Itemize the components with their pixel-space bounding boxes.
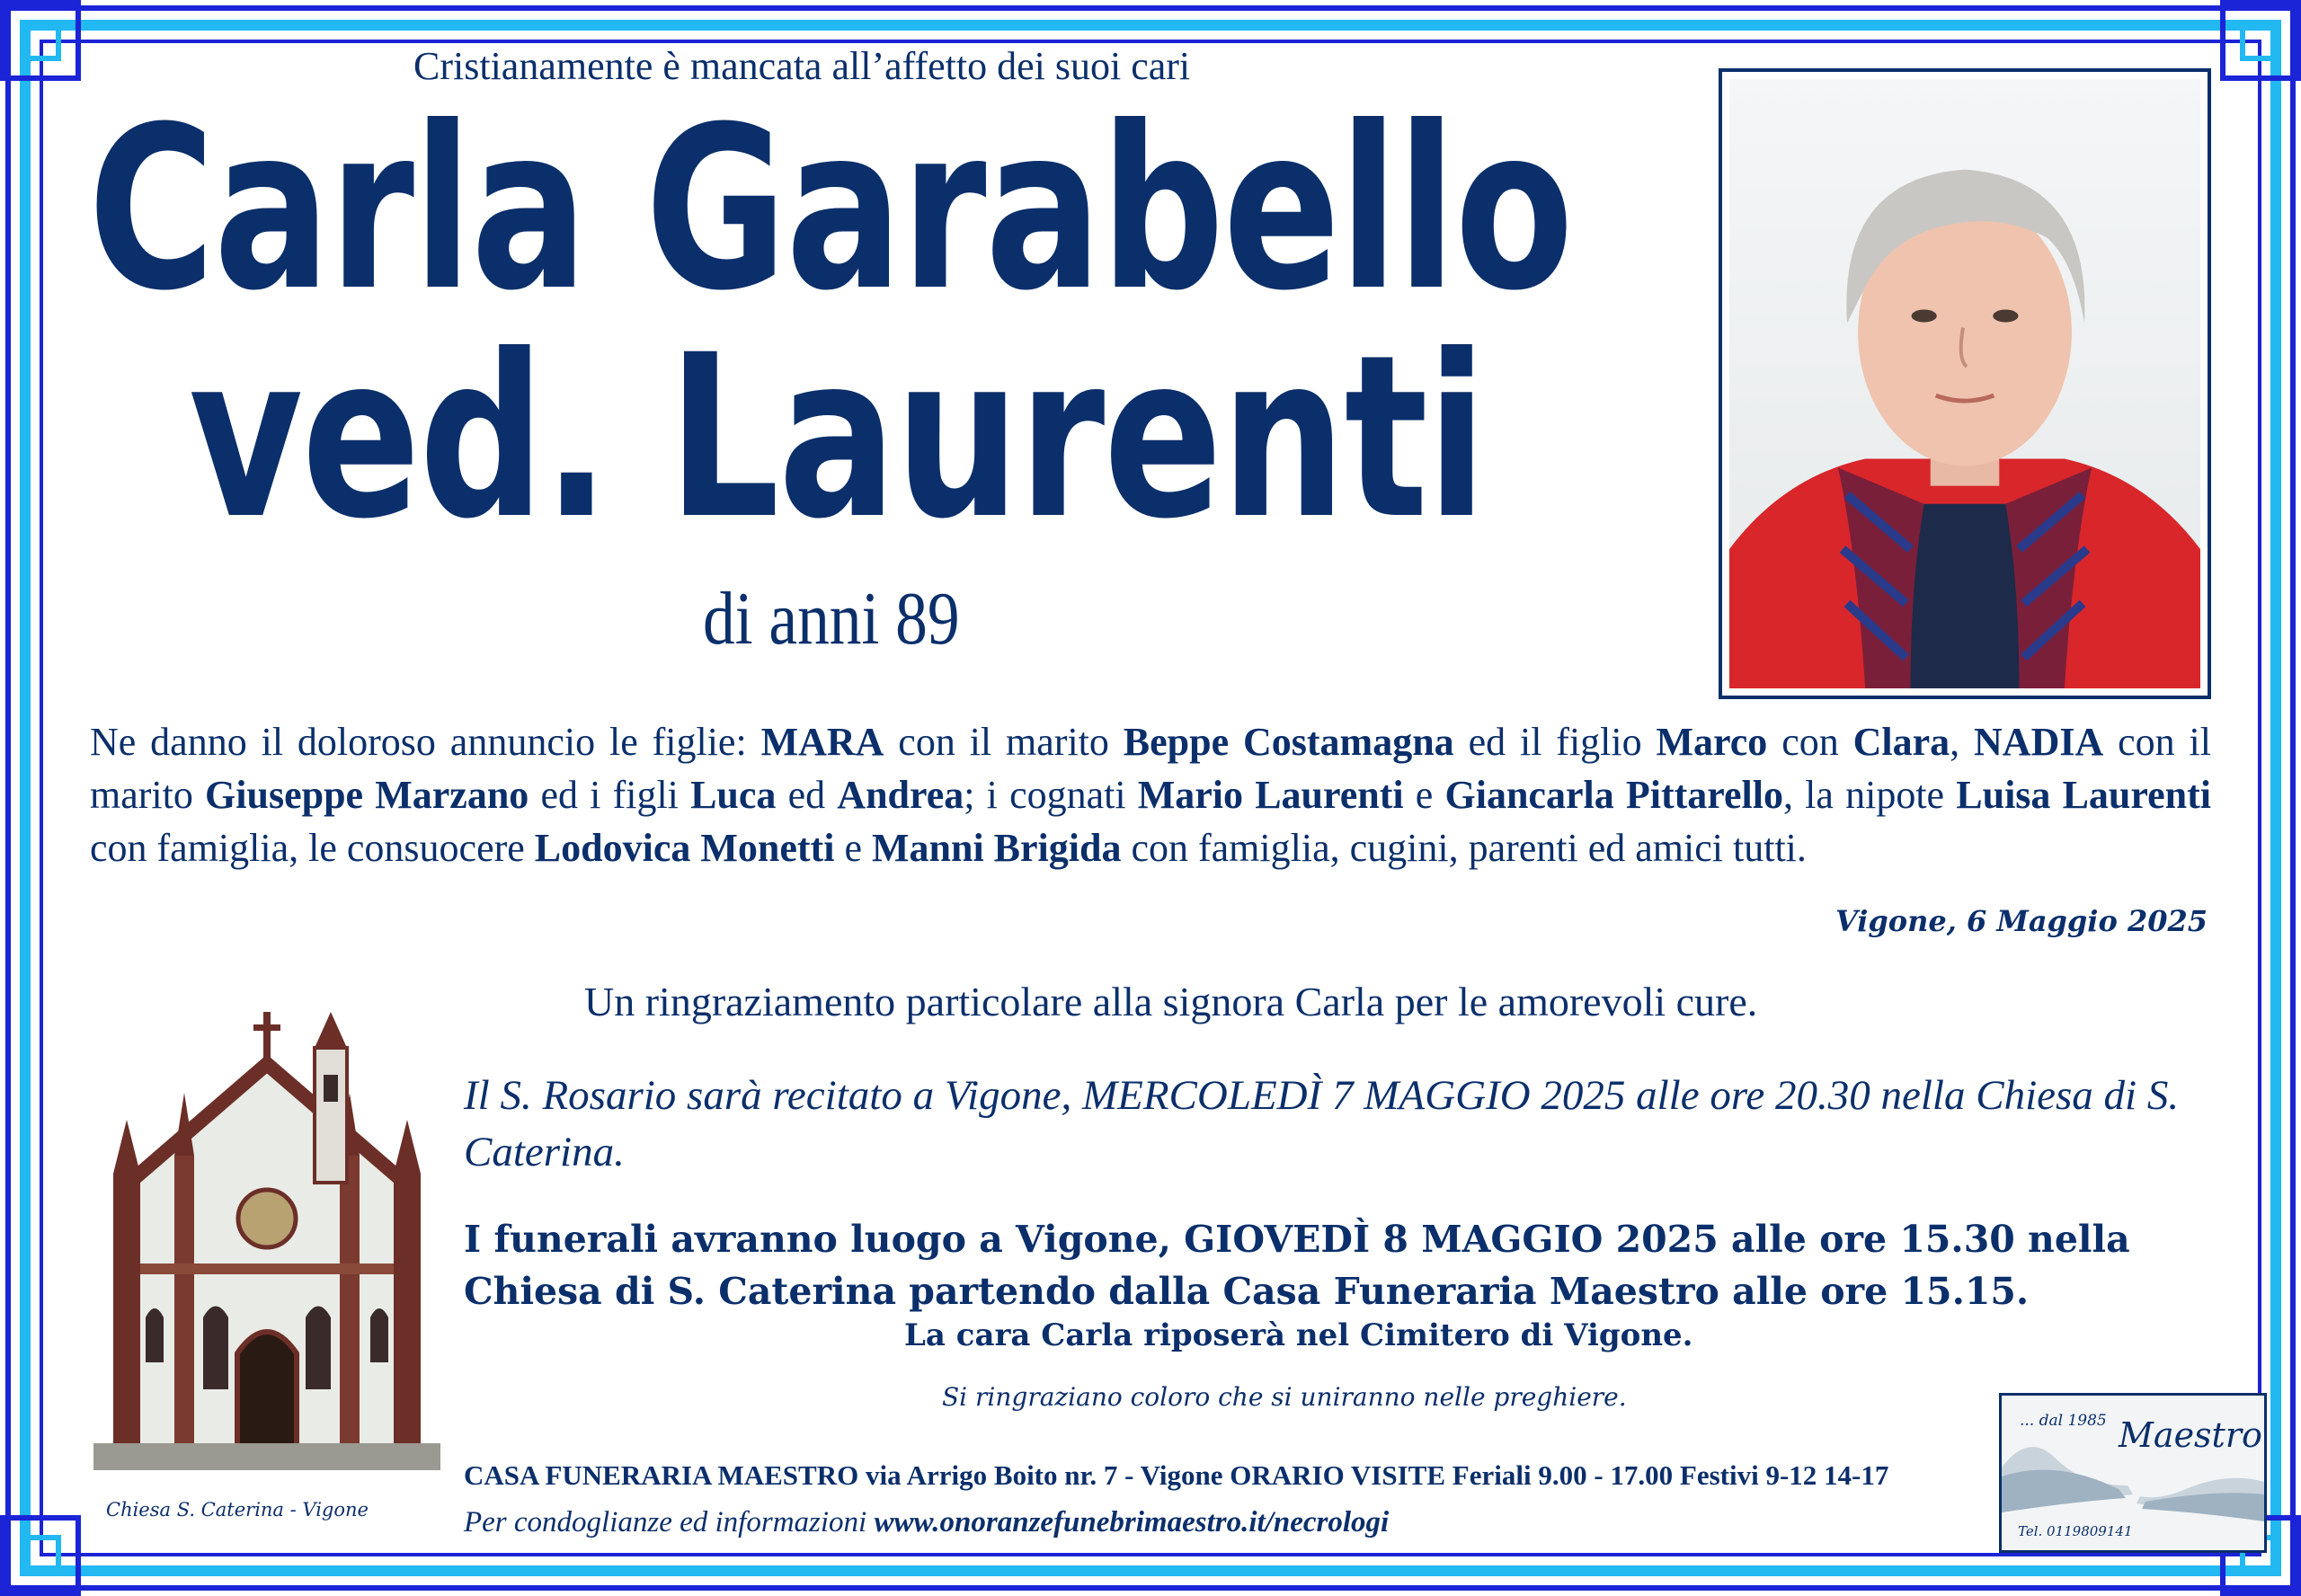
announcement-name: Beppe Costamagna [1123, 720, 1454, 764]
deceased-name: Carla Garabello [88, 78, 1573, 340]
deceased-name-widow: ved. Laurenti [189, 306, 1486, 568]
announcement-fragment: con [1767, 720, 1853, 764]
burial-notice: La cara Carla riposerà nel Cimitero di Vigone. [904, 1317, 1693, 1353]
funeral-home-info: CASA FUNERARIA MAESTRO via Arrigo Boito nr. 7 - Vigone ORARIO VISITE Feriali 9.00 - 17.00 Festivi 9-12 14-17 [464, 1459, 1889, 1491]
intro-line: Cristianamente è mancata all’affetto dei suoi cari [413, 44, 1191, 88]
church-caption: Chiesa S. Caterina - Vigone [106, 1499, 369, 1521]
prayer-thanks: Si ringraziano coloro che si uniranno nelle preghiere. [942, 1382, 1627, 1412]
announcement-fragment: Ne danno il doloroso annuncio le figlie: [90, 720, 761, 764]
announcement-fragment: e [834, 826, 872, 870]
funeral-home-logo [1999, 1393, 2267, 1553]
announcement-name: Marco [1656, 720, 1768, 764]
announcement-name: Mario Laurenti [1137, 773, 1404, 817]
announcement-fragment: con il marito [90, 720, 2212, 817]
announcement-name: NADIA [1974, 720, 2104, 764]
announcement-fragment: con famiglia, le consuocere [90, 826, 535, 870]
announcement-fragment: con famiglia, cugini, parenti ed amici tutti. [1121, 826, 1807, 870]
corner-ornament-top-left [0, 0, 81, 81]
condolences-link[interactable]: www.onoranzefunebrimaestro.it/necrologi [874, 1506, 1390, 1538]
logo-since: ... dal 1985 [2020, 1412, 2107, 1430]
announcement-fragment: con il marito [884, 720, 1124, 764]
church-image [93, 994, 440, 1470]
announcement-name: Manni Brigida [871, 826, 1122, 870]
special-thanks: Un ringraziamento particolare alla signora Carla per le amorevoli cure. [584, 979, 1758, 1024]
announcement-name: Andrea [837, 773, 964, 817]
logo-brand: Maestro [2119, 1415, 2262, 1455]
condolences-info [464, 1506, 1389, 1539]
announcement-name: Luisa Laurenti [1956, 773, 2212, 817]
logo-phone: Tel. 0119809141 [2018, 1523, 2133, 1539]
announcement-name: Giuseppe Marzano [205, 773, 529, 817]
announcement-fragment: ed i figli [529, 773, 691, 817]
announcement-name: Lodovica Monetti [534, 826, 835, 870]
announcement-fragment: ed [776, 773, 838, 817]
announcement-fragment: , la nipote [1783, 773, 1957, 817]
portrait-image [1729, 79, 2200, 688]
church-photo [93, 994, 440, 1470]
corner-ornament-bottom-left [0, 1515, 81, 1596]
funeral-notice: I funerali avranno luogo a Vigone, GIOVEDÌ 8 MAGGIO 2025 alle ore 15.30 nella Chiesa di S. Caterina partendo dalla Casa Funeraria Maestro alle ore 15.15. [464, 1218, 2130, 1313]
announcement-fragment: e [1403, 773, 1445, 817]
announcement-name: MARA [760, 720, 884, 764]
announcement-name: Giancarla Pittarello [1444, 773, 1784, 817]
announcement-name: Luca [690, 773, 777, 817]
announcement-fragment: ed il figlio [1453, 720, 1657, 764]
announcement-fragment: ; i cognati [964, 773, 1138, 817]
deceased-age: di anni 89 [703, 577, 960, 661]
dateline: Vigone, 6 Maggio 2025 [1835, 904, 2208, 938]
announcement-fragment: , [1950, 720, 1975, 764]
portrait-photo [1719, 68, 2211, 699]
announcement-text [90, 715, 2211, 874]
condolences-label: Per condoglianze ed informazioni [464, 1506, 875, 1538]
announcement-name: Clara [1852, 720, 1950, 764]
corner-ornament-top-right [2220, 0, 2301, 81]
rosary-notice: Il S. Rosario sarà recitato a Vigone, MERCOLEDÌ 7 MAGGIO 2025 alle ore 20.30 nella Chiesa di S. Caterina. [464, 1072, 2180, 1175]
